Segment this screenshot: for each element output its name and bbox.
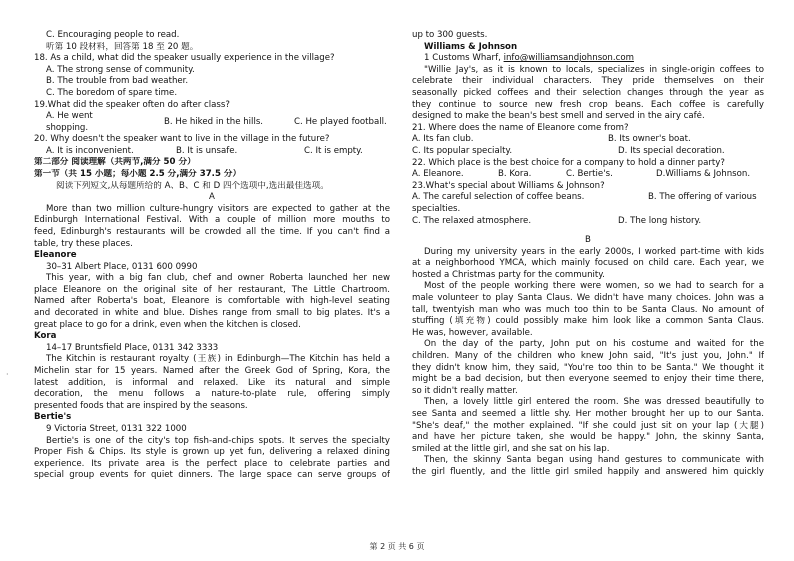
passage-b-line: might be a bad decision, but then everyone seemed to enjoy their time there, [412, 374, 764, 385]
intro-line: feed, Edinburgh's restaurants will be crowded all the time. If you can't find a [34, 226, 390, 237]
kora-line: Michelin star for 15 years. Named after the Greek God of Spring, Kora, the [34, 366, 390, 377]
passage-b-line: Then, a lovely little girl entered the room. She was dressed beautifully to [424, 397, 764, 408]
eleanore-line: Named after Roberta's boat, Eleanore is comfortable with high-level seating [34, 296, 390, 307]
q23-option-c: C. The relaxed atmosphere. [412, 215, 532, 226]
q20-options [34, 146, 390, 158]
q23-options-row2 [412, 216, 764, 228]
q19-option-c: C. He played football. [294, 116, 387, 127]
berties-line: Proper Fish & Chips. Its style is grown up yet fun, delivering a relaxed dining [34, 447, 390, 458]
passage-b-line: He was, however, available. [412, 327, 533, 338]
wj-line: they continue to source new fresh crop beans. Each coffee is carefully [412, 99, 764, 110]
q17-option-c: C. Encouraging people to read. [46, 30, 180, 40]
q18-option-a: A. The strong sense of community. [46, 64, 195, 75]
berties-line-cont: up to 300 guests. [412, 30, 488, 40]
q19-options [34, 111, 390, 134]
q21-option-b: B. Its owner's boat. [608, 134, 691, 145]
q18-stem: 18. As a child, what did the speaker usually experience in the village? [34, 53, 335, 64]
eleanore-line: This year, with a big fan club, chef and owner Roberta launched her new [46, 273, 390, 284]
passage-a-label: A [209, 192, 215, 203]
intro-line: More than two million culture-hungry visitors are expected to gather at the [46, 203, 390, 214]
kora-line: decoration, the menu follows a nature-to-plate rule, offering simply [34, 389, 390, 400]
kora-heading: Kora [34, 331, 57, 342]
q20-option-a: A. It is inconvenient. [46, 145, 134, 156]
q21-options-row2 [412, 146, 764, 158]
passage-b-line: hosted a Christmas party for the community. [412, 269, 605, 280]
q21-stem: 21. Where does the name of Eleanore come from? [412, 122, 629, 133]
berties-line: special group events for quiet dinners. The large space can serve groups of [34, 470, 390, 481]
passage-b-line: Most of the people working there were women, so we had to search for a [424, 281, 764, 292]
kora-address: 14–17 Bruntsfield Place, 0131 342 3333 [46, 342, 219, 353]
intro-line: table, try these places. [34, 238, 133, 249]
q22-options [412, 169, 764, 181]
q20-option-b: B. It is unsafe. [176, 145, 238, 156]
wj-email-link[interactable]: info@williamsandjohnson.com [503, 53, 634, 64]
spacer [412, 227, 764, 235]
passage-b-line: male volunteer to play Santa Claus. We didn't have many choices. John was a [412, 293, 764, 304]
wj-line: designed to make the bean's best smell and served in the airy café. [412, 111, 705, 122]
q23-option-a: A. The careful selection of coffee beans. [412, 192, 585, 203]
q19-option-a-cont: shopping. [46, 122, 89, 133]
left-column [34, 30, 390, 482]
q23-option-b-cont: specialties. [412, 203, 461, 214]
passage-b-line: and have her picture taken, she would be happy." John, the skinny Santa, [412, 432, 764, 443]
q21-option-d: D. Its special decoration. [618, 145, 725, 156]
right-column [412, 30, 764, 479]
berties-address: 9 Victoria Street, 0131 322 1000 [46, 424, 187, 434]
passage-b-line: children. Many of the children who knew John said, "It's just you, John." If [412, 351, 764, 362]
q21-options-row1 [412, 134, 764, 146]
intro-line: Edinburgh International Festival. With a couple of million more mouths to [34, 215, 390, 226]
q18-option-c: C. The boredom of spare time. [46, 87, 178, 98]
eleanore-line: place Eleanore on the original site of her restaurant, The Little Chartroom. [34, 284, 390, 295]
passage-b-line: "She's deaf," the mother explained. "If she could just sit on your lap (大腿) [412, 420, 764, 431]
q20-stem: 20. Why doesn't the speaker want to live in the village in the future? [34, 134, 330, 145]
reading-instruction: 阅读下列短文,从每题所给的 A、B、C 和 D 四个选项中,选出最佳选项。 [56, 180, 329, 191]
q21-option-a: A. Its fan club. [412, 134, 474, 145]
kora-line: The Kitchin is restaurant royalty (王族) in Edinburgh—The Kitchin has held a [46, 354, 390, 365]
williams-johnson-heading: Williams & Johnson [424, 41, 518, 52]
wj-line: "Willie Jay's, as it is known to locals, specializes in single-origin coffees to [424, 64, 764, 75]
wj-line: seasonally picked coffees and their selection changes through the year as [412, 87, 764, 98]
passage-b-line: On the day of the party, John put on his costume and waited for the [424, 339, 764, 350]
passage-b-line: Then, the skinny Santa began using hand gestures to communicate with [424, 455, 764, 466]
wj-address-text: 1 Customs Wharf, [424, 53, 504, 64]
passage-b-line: tall, twentyish man who was much too thin to be Santa Claus. No amount of [412, 304, 764, 315]
page-number-footer: 第 2 页 共 6 页 [369, 542, 425, 551]
q22-option-d: D.Williams & Johnson. [656, 169, 751, 180]
q19-option-a: A. He went [46, 111, 93, 122]
q18-option-b: B. The trouble from bad weather. [46, 76, 189, 87]
eleanore-address: 30–31 Albert Place, 0131 600 0990 [46, 261, 198, 272]
passage-b-line: the girl fluently, and the little girl smiled happily and answered him quickly [412, 466, 764, 477]
section-1-heading: 第一节（共 15 小题；每小题 2.5 分,满分 37.5 分） [34, 168, 242, 179]
q19-stem: 19.What did the speaker often do after class? [34, 99, 230, 110]
q21-option-c: C. Its popular specialty. [412, 145, 513, 156]
eleanore-heading: Eleanore [34, 250, 77, 261]
passage-b-line: they didn't know him, they said, "You're too thin to be Santa." We thought it [412, 362, 764, 373]
q20-option-c: C. It is empty. [304, 145, 363, 156]
williams-johnson-address [412, 53, 764, 65]
passage-b-line: smiled at the little girl, and she sat on his lap. [412, 443, 610, 454]
kora-line: presented foods that are inspired by the seasons. [34, 400, 248, 411]
kora-line: latest addition, is informal and relaxed. Like its natural and simple [34, 377, 390, 388]
passage-b-label: B [585, 235, 591, 246]
passage-b-line: stuffing (填充物) could possibly make him look like a common Santa Claus. [412, 316, 764, 327]
wj-line: celebrate their individual characters. They pride themselves on their [412, 76, 764, 87]
q22-option-a: A. Eleanore. [412, 169, 464, 180]
part-2-heading: 第二部分 阅读理解（共两节,满分 50 分） [34, 157, 196, 168]
eleanore-line: great place to go for a drink, even when the kitchen is closed. [34, 319, 301, 330]
listening-10-instruction: 听第 10 段材料，回答第 18 至 20 题。 [46, 41, 199, 52]
q23-stem: 23.What's special about Williams & Johnson? [412, 180, 605, 191]
passage-b-line: at a neighborhood YMCA, which mainly focused on child care. Each year, we [412, 258, 764, 269]
q23-option-d: D. The long history. [618, 215, 702, 226]
q22-stem: 22. Which place is the best choice for a company to hold a dinner party? [412, 157, 725, 168]
q22-option-c: C. Bertie's. [566, 169, 613, 180]
passage-b-line: see Santa and seemed a little shy. Her mother brought her up to our Santa. [412, 409, 764, 419]
passage-b-line: so it didn't really matter. [412, 385, 518, 396]
q19-option-b: B. He hiked in the hills. [164, 116, 264, 127]
berties-heading: Bertie's [34, 412, 72, 423]
q23-options-row1 [412, 192, 764, 204]
q22-option-b: B. Kora. [498, 169, 532, 180]
margin-mark: · [6, 370, 9, 379]
eleanore-line: and decorated in white and blue. Dishes range from small to big plates. It's a [34, 308, 390, 319]
berties-line: Bertie's is one of the city's top fish-and-chips spots. It serves the specialty [46, 435, 390, 446]
berties-line: experience. Its private area is the perfect place to celebrate parties and [34, 458, 390, 469]
passage-b-line: During my university years in the early 2000s, I worked part-time with kids [424, 246, 764, 257]
q23-option-b: B. The offering of various [648, 192, 757, 203]
